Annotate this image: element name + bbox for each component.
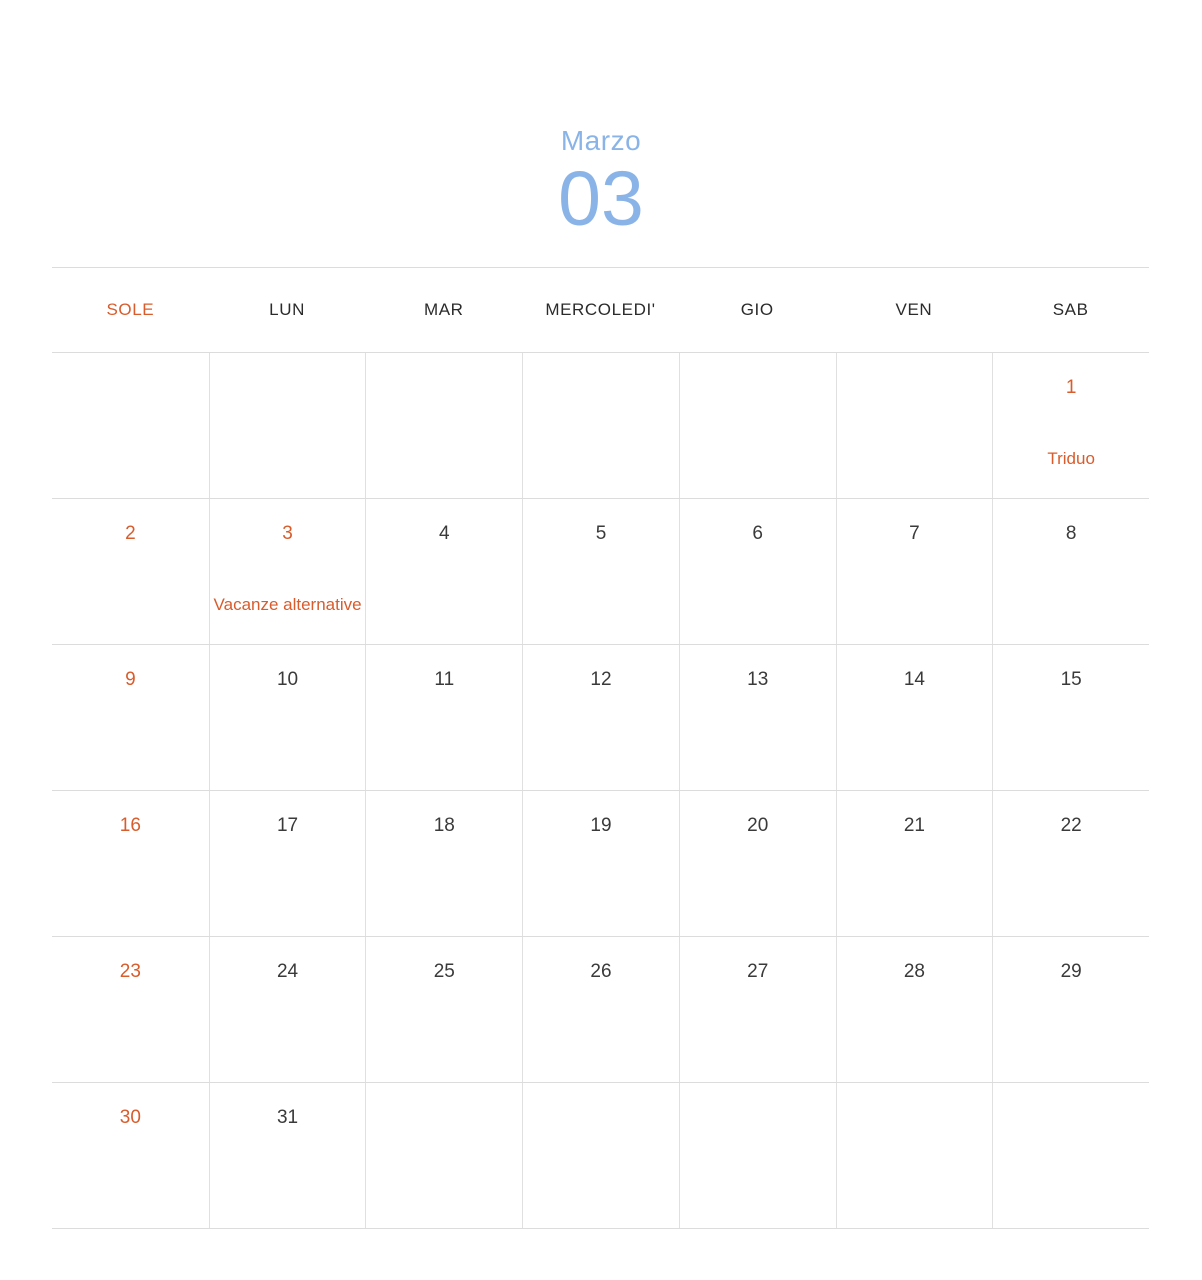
day-cell-19 (522, 791, 679, 936)
day-cell-22 (992, 791, 1149, 936)
day-cell-1 (992, 353, 1149, 498)
day-cell-empty (679, 353, 836, 498)
day-number: 14 (903, 669, 925, 690)
day-number: 8 (1065, 523, 1077, 544)
day-cell-28 (836, 937, 993, 1082)
day-cell-12 (522, 645, 679, 790)
day-cell-15 (992, 645, 1149, 790)
day-number: 5 (595, 523, 607, 544)
day-number: 31 (276, 1107, 299, 1128)
day-number: 6 (752, 523, 763, 544)
day-number: 19 (590, 815, 612, 836)
day-number: 16 (119, 815, 141, 836)
week-row-3 (52, 645, 1149, 791)
weekday-header-gio: GIO (740, 300, 774, 319)
day-cell-6 (679, 499, 836, 644)
weekday-header-row (52, 267, 1149, 353)
day-cell-8 (992, 499, 1149, 644)
event-label: Vacanze alternative (213, 595, 362, 614)
month-name: Marzo (560, 125, 642, 156)
day-number: 10 (276, 669, 299, 690)
day-number: 22 (1060, 815, 1082, 836)
day-cell-4 (365, 499, 522, 644)
month-header (0, 125, 1202, 242)
day-cell-7 (836, 499, 993, 644)
week-row-1 (52, 353, 1149, 499)
day-cell-31 (209, 1083, 366, 1228)
weekday-header-mercoledi: MERCOLEDI' (545, 300, 656, 319)
event-label: Triduo (1047, 449, 1095, 468)
day-number: 2 (125, 523, 136, 544)
day-cell-18 (365, 791, 522, 936)
day-cell-3 (209, 499, 366, 644)
day-cell-empty (209, 353, 366, 498)
weekday-header-lun: LUN (269, 300, 305, 319)
day-number: 17 (276, 815, 299, 836)
day-cell-10 (209, 645, 366, 790)
day-cell-empty (679, 1083, 836, 1228)
day-cell-2 (52, 499, 209, 644)
day-cell-27 (679, 937, 836, 1082)
day-cell-29 (992, 937, 1149, 1082)
day-cell-empty (52, 353, 209, 498)
day-number: 20 (747, 815, 769, 836)
day-cell-11 (365, 645, 522, 790)
day-cell-23 (52, 937, 209, 1082)
day-number: 25 (433, 961, 455, 982)
day-number: 4 (438, 523, 450, 544)
day-cell-5 (522, 499, 679, 644)
day-number: 13 (747, 669, 769, 690)
week-row-2 (52, 499, 1149, 645)
week-row-6 (52, 1083, 1149, 1229)
day-number: 7 (909, 523, 920, 544)
day-number: 12 (590, 669, 612, 690)
day-cell-9 (52, 645, 209, 790)
day-cell-empty (992, 1083, 1149, 1228)
day-cell-17 (209, 791, 366, 936)
day-cell-empty (522, 353, 679, 498)
day-cell-21 (836, 791, 993, 936)
day-cell-empty (836, 353, 993, 498)
day-number: 30 (119, 1107, 141, 1128)
day-number: 11 (434, 669, 455, 690)
day-number: 3 (282, 523, 293, 544)
day-cell-empty (365, 353, 522, 498)
day-cell-30 (52, 1083, 209, 1228)
day-cell-25 (365, 937, 522, 1082)
day-cell-26 (522, 937, 679, 1082)
day-cell-16 (52, 791, 209, 936)
calendar (52, 267, 1149, 1229)
day-number: 15 (1060, 669, 1082, 690)
week-row-5 (52, 937, 1149, 1083)
weekday-header-mar: MAR (423, 300, 464, 319)
day-cell-24 (209, 937, 366, 1082)
day-number: 29 (1060, 961, 1082, 982)
weekday-header-sab: SAB (1052, 300, 1089, 319)
weekday-header-sole: SOLE (106, 300, 155, 319)
day-number: 28 (903, 961, 925, 982)
day-number: 24 (276, 961, 299, 982)
weekday-header-ven: VEN (895, 300, 933, 319)
day-cell-20 (679, 791, 836, 936)
day-cell-14 (836, 645, 993, 790)
day-cell-13 (679, 645, 836, 790)
calendar-grid (52, 353, 1149, 1229)
day-cell-empty (365, 1083, 522, 1228)
day-number: 23 (119, 961, 141, 982)
day-cell-empty (836, 1083, 993, 1228)
day-number: 9 (125, 669, 136, 690)
day-number: 26 (590, 961, 612, 982)
week-row-4 (52, 791, 1149, 937)
day-number: 21 (903, 815, 925, 836)
day-number: 27 (747, 961, 769, 982)
day-cell-empty (522, 1083, 679, 1228)
day-number: 1 (1065, 377, 1077, 398)
month-number: 03 (558, 155, 644, 242)
day-number: 18 (433, 815, 455, 836)
